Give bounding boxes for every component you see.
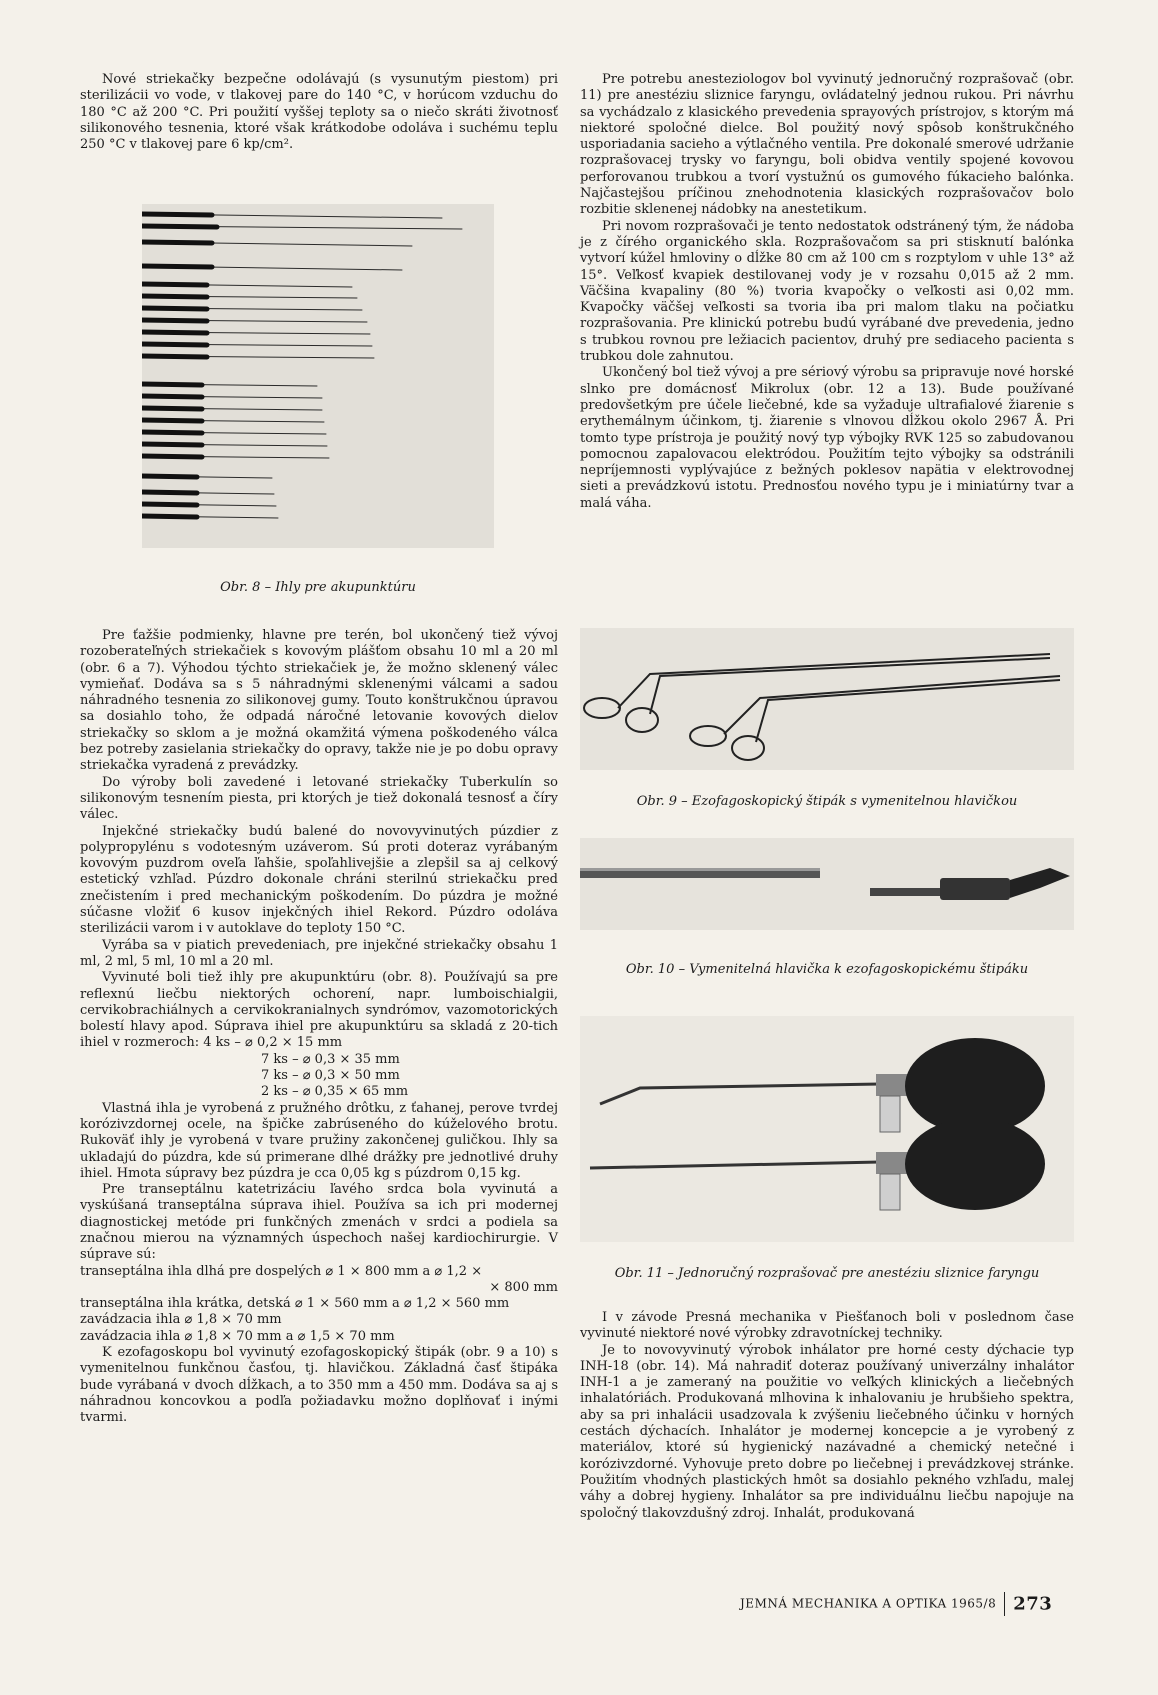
figure-8-needles-photo [142,204,494,548]
paragraph: Vyvinuté boli tiež ihly pre akupunktúru (obr. 8). Používajú sa pre reflexnú liečbu niektorých ochorení, napr. lumboischialgii, cervikobrachiálnych a cervikokranialnych syndrómov, vazomotorických bolestí hlavy apod. Súprava ihiel pre akupunktúru sa skladá z 20-tich ihiel v rozmeroch: 4 ks – ⌀ 0,2 × 15 mm [80,970,558,1051]
paragraph: Do výroby boli zavedené i letované striekačky Tuberkulín so silikonovým tesnením piesta, pri ktorých je tiež dokonalá tesnosť a číry válec. [80,774,558,823]
list-item-continuation: × 800 mm [489,1279,558,1295]
forceps-image [580,628,1074,770]
figure-9-caption: Obr. 9 – Ezofagoskopický štipák s vymenitelnou hlavičkou [636,794,1018,809]
footer-divider [1004,1592,1005,1616]
page-number: 273 [1013,1593,1053,1615]
paragraph: K ezofagoskopu bol vyvinutý ezofagoskopický štipák (obr. 9 a 10) s vymenitelnou funkčnou časťou, tj. hlavičkou. Základná časť štipáka bude vyrábaná v dvoch dĺžkach, a to 350 mm a 450 mm. Dodáva sa aj s náhradnou koncovkou a podľa požiadavku možno doplňovať i inými tvarmi. [80,1345,558,1426]
paragraph: Nové striekačky bezpečne odolávajú (s vysunutým piestom) pri sterilizácii vo vode, v tlakovej pare do 140 °C, v horúcom vzduchu do 180 °C až 200 °C. Pri použití vyššej teploty sa o niečo skráti životnosť silikonového tesnenia, ktoré však krátkodobe odoláva i suchému teplu 250 °C v tlakovej pare 6 kp/cm². [80,72,558,153]
figure-10-caption: Obr. 10 – Vymenitelná hlavička k ezofagoskopickému štipáku [625,962,1029,977]
needle-spec-list [80,1052,558,1101]
forceps-head-image [580,838,1074,930]
paragraph: Injekčné striekačky budú balené do novovyvinutých púzdier z polypropylénu s vodotesným uzáverom. Sú proti doteraz vyrábaným kovovým puzdrom oveľa ľahšie, spoľahlivejšie a zlepšil sa aj celkový estetický vzhľad. Púzdro dokonale chráni sterilnú striekačku pred znečistením i pred mechanickým poškodením. Do púzdra je možné súčasne vložiť 6 kusov injekčných ihiel Rekord. Púzdro odoláva sterilizácii varom i v autoklave do teploty 150 °C. [80,823,558,937]
figure-11-sprayer-photo [580,1016,1074,1242]
sprayer-image [580,1016,1074,1242]
spec-row: 7 ks – ⌀ 0,3 × 50 mm [261,1068,400,1084]
paragraph: I v závode Presná mechanika v Piešťanoch boli v poslednom čase vyvinuté niektoré nové výrobky zdravotníckej techniky. [580,1310,1074,1342]
spec-row: 2 ks – ⌀ 0,35 × 65 mm [261,1084,409,1100]
figure-10-head-photo [580,838,1074,930]
journal-name: JEMNÁ MECHANIKA A OPTIKA 1965/8 [740,1596,997,1611]
left-main-text [80,628,558,1427]
spec-row: 7 ks – ⌀ 0,3 × 35 mm [261,1051,400,1067]
needles-image [142,204,494,548]
paragraph: Pre ťažšie podmienky, hlavne pre terén, bol ukončený tiež vývoj rozoberateľných striekačiek s kovovým plášťom obsahu 10 ml a 20 ml (obr. 6 a 7). Výhodou týchto striekačiek je, že možno sklenený válec vymieňať. Dodáva sa s 5 náhradnými sklenenými válcami a sadou náhradného tesnenia zo silikonovej gumy. Touto konštrukčnou úpravou sa dosiahlo toho, že odpadá náročné letovanie kovových dielov striekačky so sklom a je možná okamžitá výmena poškodeného válca bez potreby zasielania striekačky do opravy, takže nie je po dobu opravy striekačka vyradená z prevádzky. [80,628,558,774]
list-item: transeptálna ihla dlhá pre dospelých ⌀ 1 × 800 mm a ⌀ 1,2 × [80,1263,483,1279]
list-item: zavádzacia ihla ⌀ 1,8 × 70 mm [80,1312,282,1328]
figure-8-caption: Obr. 8 – Ihly pre akupunktúru [220,580,416,595]
right-bottom-text [580,1310,1074,1522]
paragraph: Vyrába sa v piatich prevedeniach, pre injekčné striekačky obsahu 1 ml, 2 ml, 5 ml, 10 ml a 20 ml. [80,937,558,969]
paragraph: Pre potrebu anesteziologov bol vyvinutý jednoručný rozprašovač (obr. 11) pre anestéziu sliznice faryngu, ovládatelný jednou rukou. Pri návrhu sa vychádzalo z klasického prevedenia sprayových prístrojov, s ktorým má niektoré spoločné dielce. Bol použitý nový spôsob konštrukčného usporiadania sacieho a výtlačného ventila. Pre dokonalé smerové udržanie rozprašovacej trysky vo faryngu, boli obidva ventily spojené kovovou perforovanou trubkou a tvorí vystužnú os gumového fúkacieho balónka. Najčastejšou príčinou znehodnotenia klasických rozprašovačov bolo rozbitie sklenenej nádobky na anestetikum. [580,72,1074,218]
figure-11-caption: Obr. 11 – Jednoručný rozprašovač pre anestéziu sliznice faryngu [614,1266,1040,1281]
list-item: zavádzacia ihla ⌀ 1,8 × 70 mm a ⌀ 1,5 × 70 mm [80,1328,395,1344]
left-intro-paragraph [80,72,558,153]
page-footer [740,1592,1052,1616]
paragraph: Ukončený bol tiež vývoj a pre sériový výrobu sa pripravuje nové horské slnko pre domácnosť Mikrolux (obr. 12 a 13). Bude používané predovšetkým pre účele liečebné, kde sa vyžaduje ultrafialové žiarenie s erythemálnym účinkom, tj. žiarenie s vlnovou dĺžkou okolo 2967 Å. Pri tomto type prístroja je použitý nový typ výbojky RVK 125 so zabudovanou pomocnou zapalovacou elektródou. Použitím tejto výbojky sa odstránili nepríjemnosti vyplývajúce z bežných poklesov napätia v elektrovodnej sieti a prevádzkovú istotu. Prednosťou nového typu je i miniatúrny tvar a malá váha. [580,365,1074,511]
paragraph: Je to novovyvinutý výrobok inhálator pre horné cesty dýchacie typ INH-18 (obr. 14). Má nahradiť doteraz používaný univerzálny inhalátor INH-1 a je zameraný na použitie vo veľkých klinických a liečebných inhalatóriách. Produkovaná mlhovina k inhalovaniu je hrubšieho spektra, aby sa pri inhalácii usadzovala k zvýšeniu liečebného účinku v horných cestách dýchacích. Inhalátor je modernej koncepcie a je vyrobený z materiálov, ktoré sú hygienický nazávadné a chemický netečné i korózivzdorné. Vyhovuje preto dobre po liečebnej i prevádzkovej stránke. Použitím vhodných plastických hmôt sa dosiahlo pekného vzhľadu, malej váhy a dobrej hygieny. Inhalátor sa pre individuálnu liečbu napojuje na spoločný tlakovzdušný zdroj. Inhalát, produkovaná [580,1342,1074,1521]
paragraph: Vlastná ihla je vyrobená z pružného drôtku, z ťahanej, perove tvrdej korózivzdornej ocele, na špičke zabrúseného do kúželového brotu. Rukoväť ihly je vyrobená v tvare pružiny zakončenej guličkou. Ihly sa ukladajú do púzdra, kde sú primerane dlhé drážky pre jednotlivé druhy ihiel. Hmota súpravy bez púzdra je cca 0,05 kg s púzdrom 0,15 kg. [80,1100,558,1181]
figure-9-forceps-photo [580,628,1074,770]
list-item: transeptálna ihla krátka, detská ⌀ 1 × 560 mm a ⌀ 1,2 × 560 mm [80,1296,510,1312]
paragraph: Pri novom rozprašovači je tento nedostatok odstránený tým, že nádoba je z čírého organického skla. Rozprašovačom sa pri stisknutí balónka vytvorí kúžel hmloviny o dĺžke 80 cm až 100 cm s rozptylom v uhle 13° až 15°. Veľkosť kvapiek destilovanej vody je v rozsahu 0,015 až 2 mm. Väčšina kvapaliny (80 %) tvoria kvapočky o veľkosti asi 0,02 mm. Kvapočky väčšej veľkosti sa tvoria iba pri malom tlaku na počiatku rozprašovania. Pre klinickú potrebu budú vyrábané dve prevedenia, jedno s trubkou rovnou pre ležiacich pacientov, druhý pre sediaceho pacienta s trubkou dole zahnutou. [580,218,1074,365]
right-top-text [580,72,1074,512]
paragraph: Pre transeptálnu katetrizáciu ľavého srdca bola vyvinutá a vyskúšaná transeptálna súprava ihiel. Používa sa ich pri modernej diagnostickej metóde pri funkčných zmenách v srdci a podiela sa značnou mierou na významných úspechoch našej kardiochirurgie. V súprave sú: [80,1182,558,1263]
